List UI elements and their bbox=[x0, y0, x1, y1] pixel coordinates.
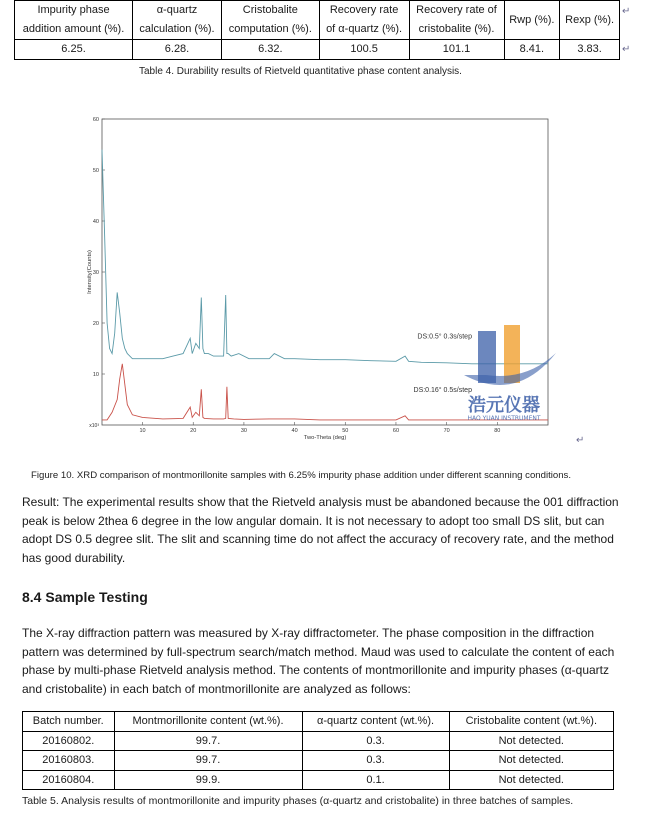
header-cell: Impurity phase addition amount (%). bbox=[15, 1, 133, 40]
x-tick-label: 70 bbox=[443, 428, 450, 434]
x-tick-label: 10 bbox=[139, 428, 146, 434]
y-scale-label: x10³ bbox=[89, 423, 99, 429]
table-cell: 0.3. bbox=[302, 731, 449, 751]
return-mark: ↵ bbox=[622, 6, 631, 17]
return-mark: ↵ bbox=[576, 435, 585, 446]
table-cell: 0.3. bbox=[302, 751, 449, 771]
header-cell: Montmorillonite content (wt.%). bbox=[114, 712, 302, 732]
table-cell: 99.7. bbox=[114, 731, 302, 751]
header-cell: Cristobalite content (wt.%). bbox=[449, 712, 613, 732]
x-tick-label: 20 bbox=[190, 428, 197, 434]
y-tick-label: 40 bbox=[92, 219, 99, 225]
table-4-caption: Table 4. Durability results of Rietveld quantitative phase content analysis. bbox=[139, 66, 462, 77]
y-tick-label: 50 bbox=[92, 168, 99, 174]
table-cell: 99.9. bbox=[114, 770, 302, 790]
y-tick-label: 20 bbox=[92, 321, 99, 327]
testing-paragraph: The X-ray diffraction pattern was measured by X-ray diffractometer. The phase composition in the diffraction pattern was determined by full-spectrum search/match method. Maud was used to calculate the content of each phase by multi-phase Rietveld analysis method. The contents of montmorillonite and impurity phases (α-quartz and cristobalite) in each batch of montmorillonite are analyzed as follows: bbox=[22, 626, 615, 696]
table-cell: 6.28. bbox=[133, 40, 222, 60]
header-cell: Rwp (%). bbox=[504, 1, 560, 40]
table-row bbox=[23, 751, 614, 771]
header-cell: α-quartz calculation (%). bbox=[133, 1, 222, 40]
series-label: DS:0.5° 0.3s/step bbox=[417, 333, 472, 341]
table-cell: Not detected. bbox=[449, 770, 613, 790]
section-heading: 8.4 Sample Testing bbox=[22, 589, 148, 605]
x-tick-label: 60 bbox=[392, 428, 400, 434]
return-mark: ↵ bbox=[622, 44, 631, 55]
y-tick-label: 30 bbox=[92, 270, 99, 276]
x-tick-label: 30 bbox=[240, 428, 247, 434]
x-tick-label: 50 bbox=[342, 428, 349, 434]
figure-caption: Figure 10. XRD comparison of montmorillonite samples with 6.25% impurity phase addition under different scanning conditions. bbox=[31, 470, 572, 481]
chart-background bbox=[86, 113, 565, 442]
x-tick-label: 80 bbox=[494, 428, 501, 434]
table-cell: 6.25. bbox=[15, 40, 133, 60]
header-cell: Rexp (%). bbox=[560, 1, 620, 40]
table-header-row bbox=[23, 712, 614, 732]
header-cell: Recovery rate of cristobalite (%). bbox=[409, 1, 504, 40]
table-cell: 20160802. bbox=[23, 731, 115, 751]
table-row bbox=[23, 770, 614, 790]
table-cell: Not detected. bbox=[449, 751, 613, 771]
table-cell: 8.41. bbox=[504, 40, 560, 60]
table-5-caption: Table 5. Analysis results of montmorillonite and impurity phases (α-quartz and cristobalite) in three batches of samples. bbox=[22, 795, 574, 807]
table-cell: 0.1. bbox=[302, 770, 449, 790]
table-row bbox=[23, 731, 614, 751]
table-cell: 20160803. bbox=[23, 751, 115, 771]
x-axis-label: Two-Theta (deg) bbox=[303, 435, 347, 441]
result-paragraph: Result: The experimental results show that the Rietveld analysis must be abandoned because the 001 diffraction peak is below 2thea 6 degree in the low angular domain. It is not necessary to adopt too small DS slit, but can adopt DS 0.5 degree slit. The slit and scanning time do not affect the accuracy of recovery rate, and the method has good durability. bbox=[22, 495, 619, 565]
header-cell: Batch number. bbox=[23, 712, 115, 732]
header-cell: Cristobalite computation (%). bbox=[221, 1, 319, 40]
table-row bbox=[15, 40, 620, 60]
table-cell: 100.5 bbox=[319, 40, 409, 60]
table-cell: 101.1 bbox=[409, 40, 504, 60]
table-5 bbox=[22, 711, 614, 790]
y-axis-label: Intensity(Counts) bbox=[87, 250, 93, 294]
table-4 bbox=[14, 0, 620, 60]
xrd-chart bbox=[86, 113, 565, 442]
table-cell: Not detected. bbox=[449, 731, 613, 751]
series-label: DS:0.16° 0.5s/step bbox=[413, 386, 472, 394]
y-tick-label: 10 bbox=[92, 372, 99, 378]
table-cell: 6.32. bbox=[221, 40, 319, 60]
logo-text: 浩元仪器 bbox=[468, 395, 540, 416]
header-cell: α-quartz content (wt.%). bbox=[302, 712, 449, 732]
header-cell: Recovery rate of α-quartz (%). bbox=[319, 1, 409, 40]
table-cell: 3.83. bbox=[560, 40, 620, 60]
table-header-row bbox=[15, 1, 620, 40]
x-tick-label: 40 bbox=[291, 428, 298, 434]
table-cell: 99.7. bbox=[114, 751, 302, 771]
logo-subtext: HAO YUAN INSTRUMENT bbox=[467, 415, 541, 422]
y-tick-label: 60 bbox=[92, 117, 99, 123]
table-cell: 20160804. bbox=[23, 770, 115, 790]
